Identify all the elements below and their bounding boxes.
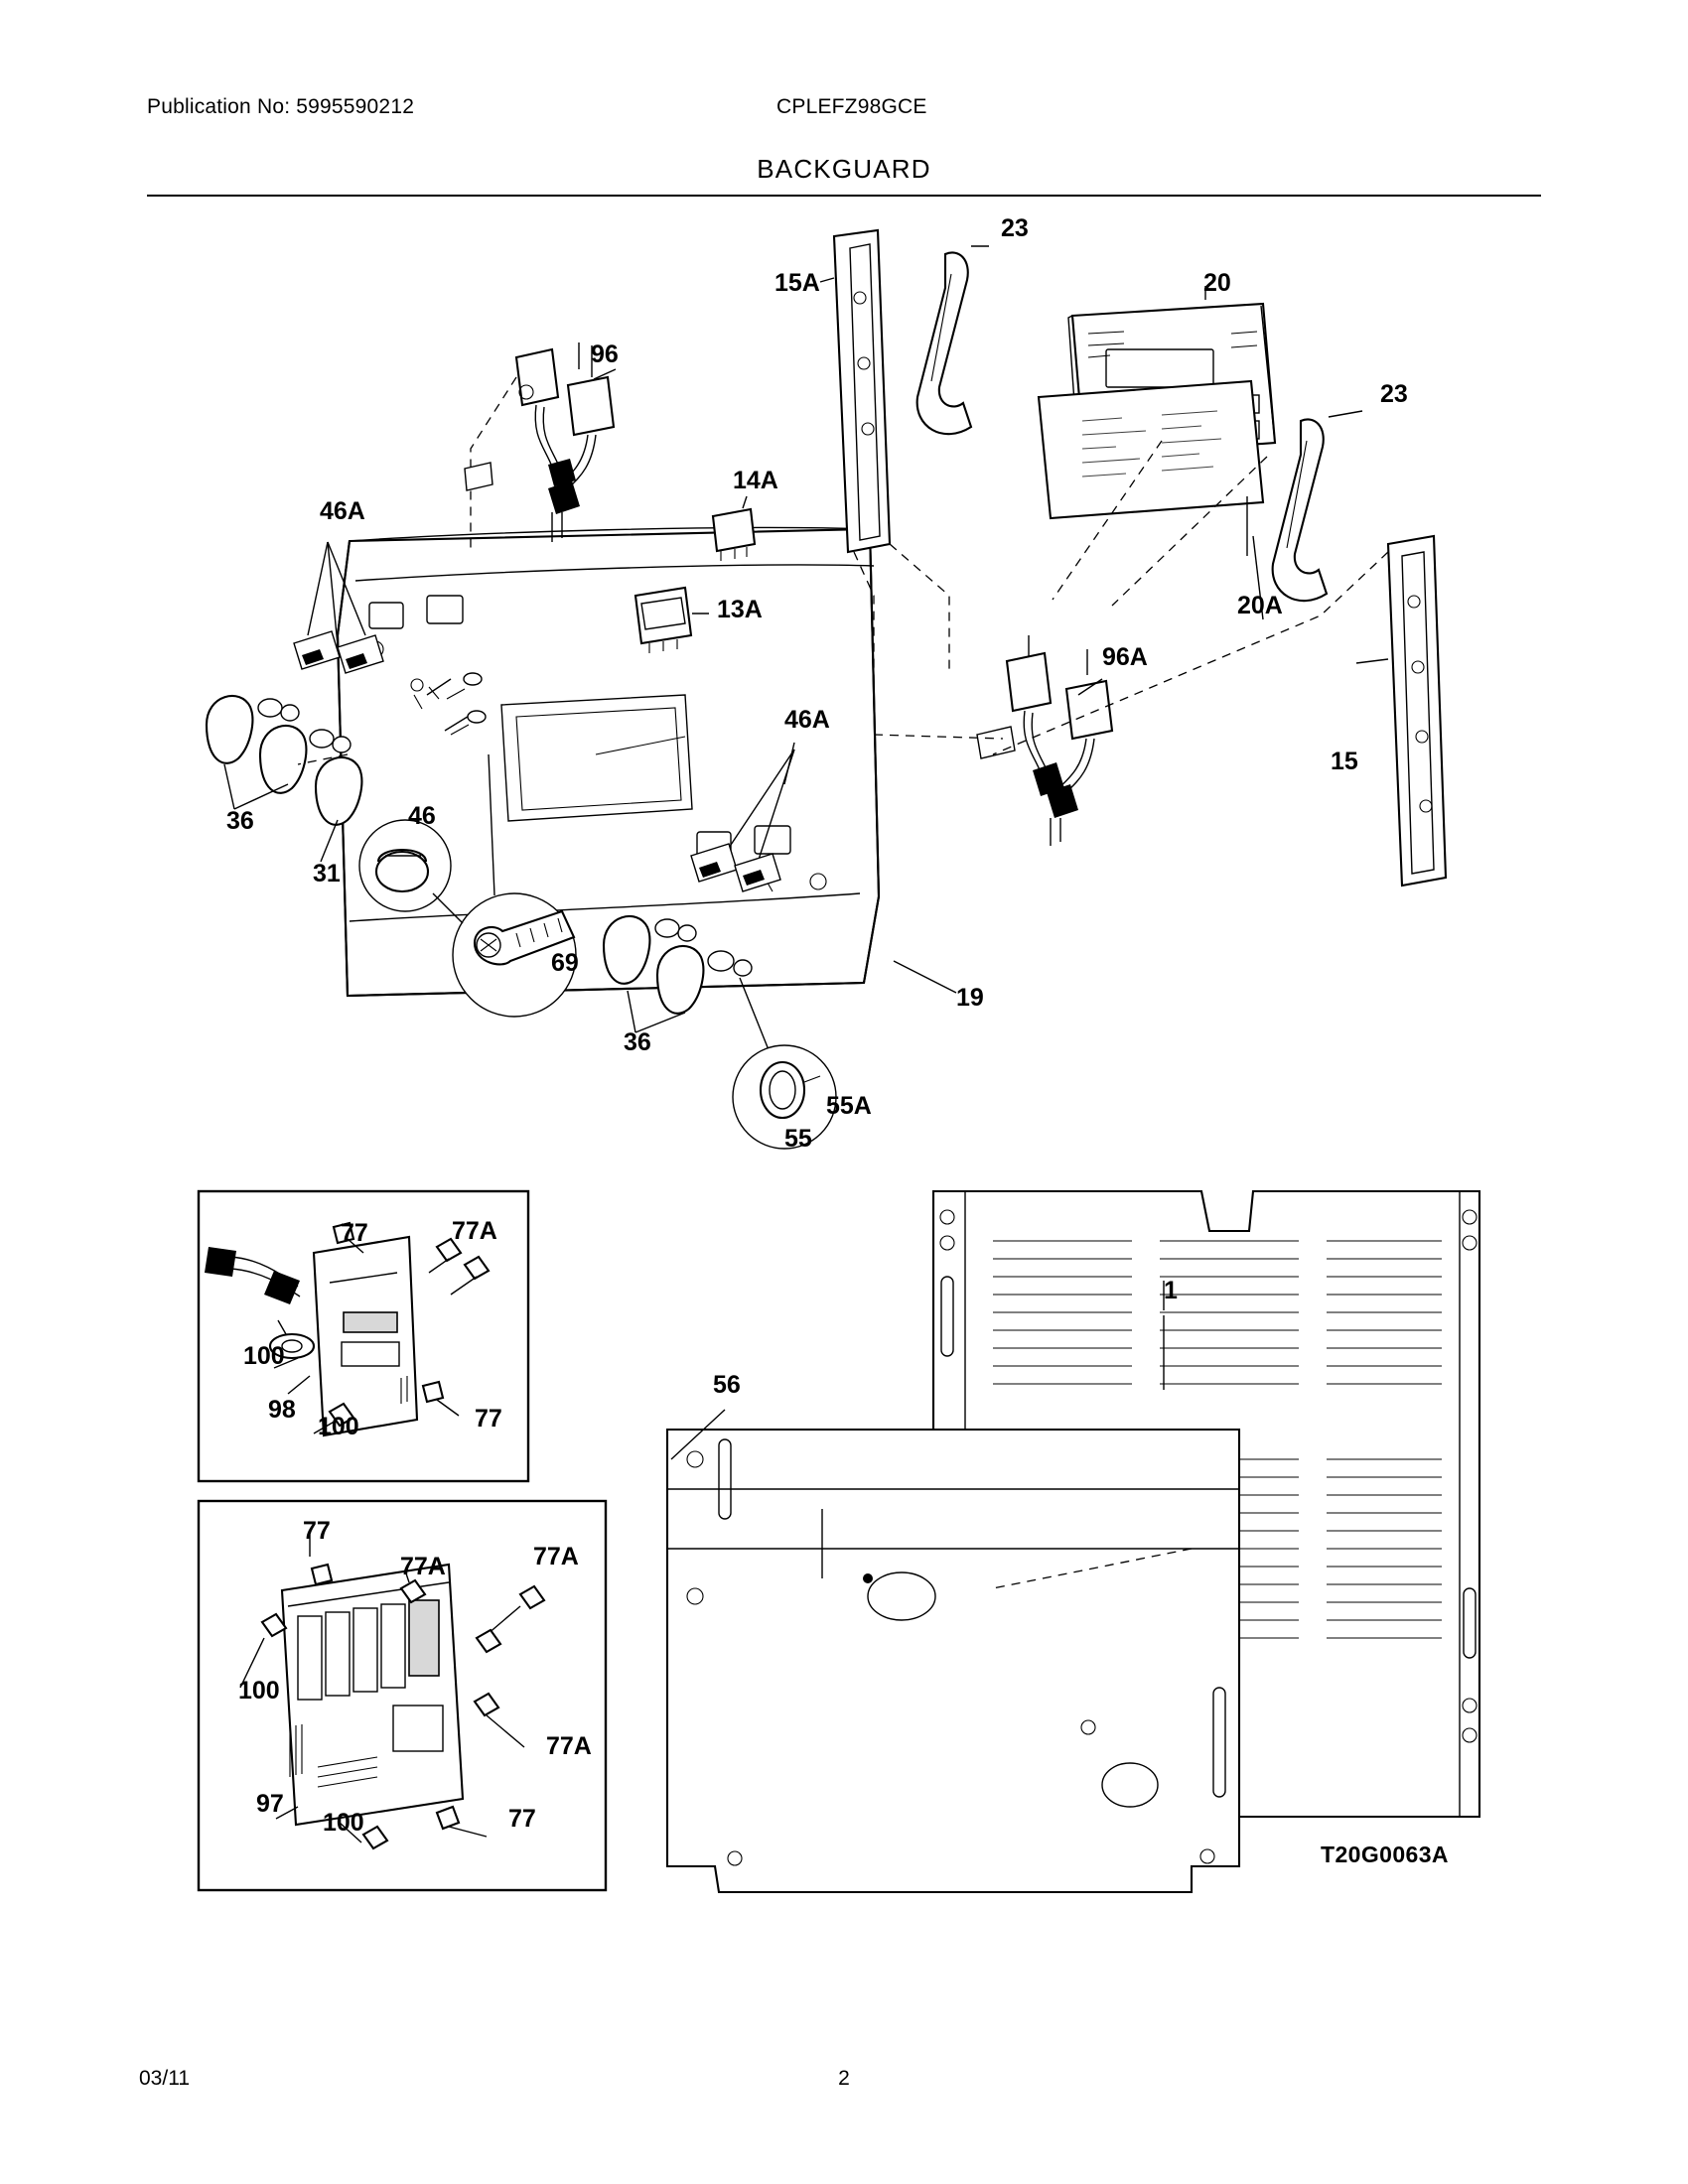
callout-15: 15 [1331,748,1358,775]
callout-77-c: 77 [303,1517,331,1545]
callout-20A: 20A [1237,592,1283,619]
mounting-rail-15 [1356,536,1446,886]
callout-19: 19 [956,984,984,1012]
callout-36-b: 36 [624,1028,651,1056]
callout-46: 46 [408,802,436,830]
callout-55: 55 [784,1125,812,1153]
callout-15A: 15A [774,269,820,297]
callout-97: 97 [256,1790,284,1818]
hook-23-upper [917,246,989,434]
callout-13A: 13A [717,596,763,623]
callout-77A: 77A [452,1217,497,1245]
backguard-console-assembly [338,527,879,996]
overlay-20A [1039,381,1263,600]
callout-100: 100 [243,1342,285,1370]
callout-46A-b: 46A [784,706,830,734]
callout-77-d: 77 [508,1805,536,1833]
callout-56: 56 [713,1371,741,1399]
callout-14A: 14A [733,467,778,494]
callout-77A-c: 77A [533,1543,579,1570]
callout-23: 23 [1001,214,1029,242]
callout-23-b: 23 [1380,380,1408,408]
footer-date: 03/11 [139,2067,190,2090]
callout-96: 96 [591,341,619,368]
callout-100-b: 100 [318,1413,359,1440]
callout-1: 1 [1164,1277,1178,1304]
knob-group-left [207,696,361,862]
callout-46A: 46A [320,497,365,525]
drawing-code: T20G0063A [1321,1842,1449,1867]
page-title: BACKGUARD [757,154,931,184]
bracket-56 [667,1410,1239,1892]
callout-20: 20 [1203,269,1231,297]
callout-77A-b: 77A [400,1553,446,1580]
page-number: 2 [838,2067,850,2090]
callout-77A-d: 77A [546,1732,592,1760]
callout-36: 36 [226,807,254,835]
callout-100-d: 100 [323,1809,364,1837]
callout-96A: 96A [1102,643,1148,671]
callout-69: 69 [551,949,579,977]
publication-number: Publication No: 5995590212 [147,95,415,118]
callout-100-c: 100 [238,1677,280,1705]
callout-98: 98 [268,1396,296,1424]
harness-96 [465,342,614,552]
callout-31: 31 [313,860,341,887]
callout-55A: 55A [826,1092,872,1120]
harness-96A [977,635,1112,846]
hook-23-lower [1273,411,1362,601]
mounting-rail-15A [820,230,890,552]
callout-77-b: 77 [475,1405,502,1433]
callout-77: 77 [341,1219,368,1247]
model-number: CPLEFZ98GCE [776,95,927,118]
